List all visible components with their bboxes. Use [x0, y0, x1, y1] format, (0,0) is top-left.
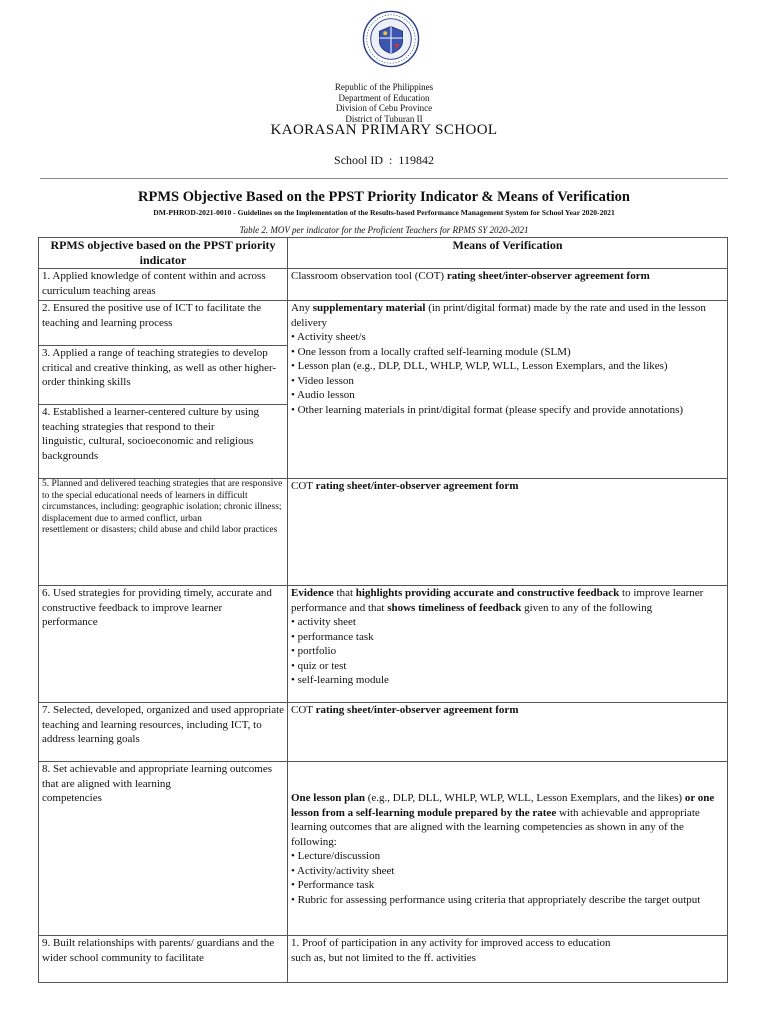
- mov-cell-5: [288, 479, 728, 586]
- mov-bullet: • Rubric for assessing performance using criteria that appropriately describe the target output: [291, 893, 701, 906]
- mov-text: (in print/digital format) made by the rate and used in the lesson delivery: [291, 302, 706, 329]
- table-row: [39, 479, 728, 586]
- mov-bullet: • Audio lesson: [291, 389, 355, 401]
- mov-bullet: • Other learning materials in print/digital format (please specify and provide annotations): [291, 403, 684, 416]
- table-header-row: [39, 238, 728, 269]
- school-id-line: [0, 153, 768, 168]
- mov-bullet: • One lesson from a locally crafted self-learning module (SLM): [291, 345, 571, 358]
- mov-bold-text: rating sheet/inter-observer agreement form: [315, 480, 519, 492]
- mov-cell-9: [288, 936, 728, 983]
- objective-text: resettlement or disasters; child abuse and child labor practices: [42, 525, 278, 536]
- table-row: [39, 301, 728, 346]
- mov-bullet: • Video lesson: [291, 374, 354, 387]
- objective-text: 8. Set achievable and appropriate learning outcomes that are aligned with learning: [42, 763, 272, 790]
- mov-bold-text: rating sheet/inter-observer agreement form: [446, 270, 650, 282]
- school-name: KAORASAN PRIMARY SCHOOL: [270, 122, 498, 138]
- table-row: [39, 586, 728, 703]
- objective-text: 4. Established a learner-centered culture by using teaching strategies that respond to their: [42, 406, 259, 433]
- deped-seal-icon: [362, 10, 420, 68]
- mov-bullet: • Lesson plan (e.g., DLP, DLL, WHLP, WLP, WLL, Lesson Exemplars, and the likes): [291, 360, 668, 372]
- table-row: [39, 936, 728, 983]
- mov-bullet: • Activity sheet/s: [291, 331, 366, 343]
- objective-cell-7: 7. Selected, developed, organized and used appropriate teaching and learning resources, including ICT, to address learning goals: [39, 703, 288, 762]
- document-subtitle: DM-PHROD-2021-0010 - Guidelines on the Implementation of the Results-based Performance Management System for School Year 2020-2021: [153, 208, 615, 217]
- table-row: [39, 703, 728, 762]
- objective-cell-8: [39, 762, 288, 936]
- col-header-objective: RPMS objective based on the PPST priority indicator: [39, 238, 288, 269]
- mov-bullet: • self-learning module: [291, 674, 389, 686]
- objective-cell-6: [39, 586, 288, 703]
- mov-cell-shared: [288, 301, 728, 479]
- mov-bold-text: highlights providing accurate and constructive feedback: [355, 587, 620, 599]
- mov-text: that: [333, 587, 356, 599]
- table-caption: Table 2. MOV per indicator for the Proficient Teachers for RPMS SY 2020-2021: [239, 225, 529, 235]
- objective-text: 6. Used strategies for providing timely, accurate and constructive feedback to improve learner: [42, 587, 272, 614]
- spacer: [291, 762, 724, 791]
- objective-text: performance: [42, 616, 98, 628]
- mov-cell-1: [288, 269, 728, 301]
- mov-text: with achievable and appropriate learning outcomes that are aligned with the learning competencies as shown in any of the following:: [291, 806, 700, 848]
- mov-bold-text: shows timeliness of feedback: [387, 601, 522, 614]
- objective-cell-2: 2. Ensured the positive use of ICT to facilitate the teaching and learning process: [39, 301, 288, 346]
- mov-text: (e.g., DLP, DLL, WHLP, WLP, WLL, Lesson Exemplars, and the likes): [364, 792, 685, 804]
- mov-text: COT: [291, 704, 316, 716]
- mov-text: COT: [291, 480, 316, 492]
- mov-bullet: • quiz or test: [291, 659, 347, 672]
- col-header-mov: Means of Verification: [288, 238, 728, 269]
- objective-text: 5. Planned and delivered teaching strategies that are responsive to the special educational needs of learners in difficult circumstances, including: geographic isolation; chronic illness; displacement due to armed conflict, urban: [42, 479, 283, 524]
- objective-cell-9: 9. Built relationships with parents/ guardians and the wider school community to facilitate: [39, 936, 288, 983]
- mov-text: Any: [291, 302, 313, 314]
- objective-text: competencies: [42, 792, 102, 804]
- header-line-republic: Republic of the Philippines: [334, 82, 434, 92]
- header-line-division: Division of Cebu Province: [335, 103, 433, 113]
- mov-cell-6: [288, 586, 728, 703]
- table-row: [39, 762, 728, 936]
- mov-bold-text: One lesson plan: [291, 792, 365, 804]
- mov-table: [38, 237, 728, 983]
- agency-header: [0, 82, 768, 124]
- objective-cell-3: 3. Applied a range of teaching strategies to develop critical and creative thinking, as well as other higher-order thinking skills: [39, 346, 288, 405]
- school-id-value: 119842: [398, 153, 434, 167]
- header-line-district: District of Tuburan II: [345, 113, 423, 124]
- mov-text: given to any of the following: [521, 601, 653, 614]
- mov-bullet: • Performance task: [291, 879, 375, 891]
- mov-bold-text: supplementary material: [312, 302, 426, 314]
- document-title: RPMS Objective Based on the PPST Priority Indicator & Means of Verification: [137, 189, 631, 205]
- mov-text: Classroom observation tool (COT): [291, 270, 447, 282]
- mov-bold-text: Evidence: [291, 587, 334, 599]
- school-id-label: School ID :: [334, 153, 399, 167]
- mov-bullet: • performance task: [291, 630, 374, 643]
- objective-cell-4: [39, 405, 288, 479]
- header-line-department: Department of Education: [338, 92, 430, 103]
- objective-cell-5: [39, 479, 288, 586]
- objective-cell-1: 1. Applied knowledge of content within and across curriculum teaching areas: [39, 269, 288, 301]
- mov-text: such as, but not limited to the ff. activities: [291, 951, 476, 964]
- mov-bold-text: rating sheet/inter-observer agreement form: [315, 704, 519, 716]
- mov-text: to improve learner performance and that: [291, 587, 704, 614]
- table-row: [39, 269, 728, 301]
- mov-cell-7: [288, 703, 728, 762]
- mov-bullet: • Lecture/discussion: [291, 850, 381, 862]
- mov-bold-text: or one lesson from a self-learning module prepared by the ratee: [291, 792, 715, 819]
- header-divider: [40, 178, 728, 179]
- objective-text: linguistic, cultural, socioeconomic and religious backgrounds: [42, 435, 254, 462]
- mov-text: 1. Proof of participation in any activity for improved access to education: [291, 937, 611, 949]
- mov-bullet: • portfolio: [291, 645, 337, 657]
- mov-bullet: • activity sheet: [291, 616, 356, 628]
- mov-cell-8: [288, 762, 728, 936]
- mov-bullet: • Activity/activity sheet: [291, 864, 395, 877]
